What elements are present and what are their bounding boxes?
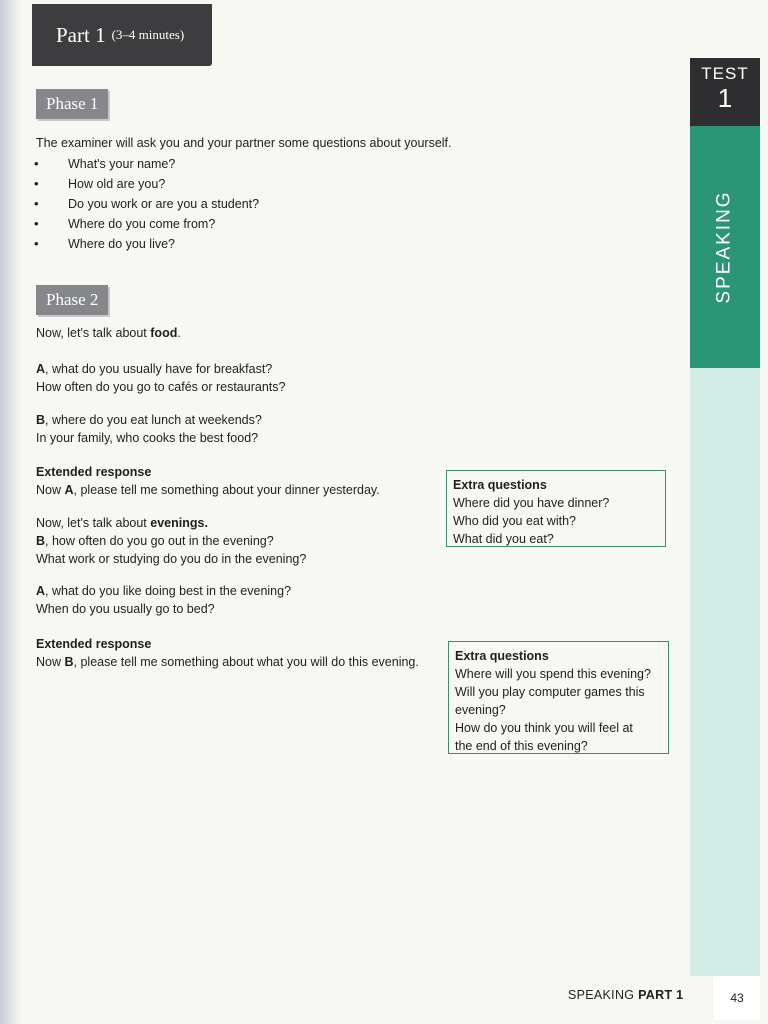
extra-questions-heading: Extra questions (453, 478, 547, 492)
phase-1-intro: The examiner will ask you and your partner some questions about yourself. (36, 136, 452, 150)
extra-questions-box-1 (446, 470, 666, 547)
list-item: Will you play computer games this (455, 685, 645, 699)
extended-response-1: Extended response Now A, please tell me something about your dinner yesterday. (36, 465, 380, 497)
food-intro: Now, let's talk about food. (36, 326, 181, 340)
list-item: Where did you have dinner? (453, 496, 610, 510)
candidate-b-food-questions: B, where do you eat lunch at weekends? In your family, who cooks the best food? (36, 413, 262, 445)
phase-1-label: Phase 1 (36, 89, 108, 119)
phase-1-question-list (32, 154, 259, 254)
phase-2-label: Phase 2 (36, 285, 108, 315)
part-title: Part 1 (56, 22, 106, 47)
test-tab (690, 58, 760, 126)
side-margin-band (690, 368, 760, 976)
test-tab-number: 1 (717, 83, 733, 113)
list-item: What did you eat? (453, 532, 554, 546)
footer-section-label: SPEAKING PART 1 (568, 988, 684, 1002)
list-item: How do you think you will feel at (455, 721, 633, 735)
page-gutter-shade (0, 0, 22, 1024)
list-item: • How old are you? (32, 174, 259, 194)
extra-questions-box-2 (448, 641, 669, 754)
section-tab-label: SPEAKING (714, 190, 735, 304)
list-item: • Do you work or are you a student? (32, 194, 259, 214)
list-item: • What's your name? (32, 154, 259, 174)
extended-response-2: Extended response Now B, please tell me something about what you will do this evening. (36, 637, 419, 669)
evenings-questions-b: Now, let's talk about evenings. B, how often do you go out in the evening? What work or studying do you do in the evening? (36, 516, 307, 566)
list-item: • Where do you come from? (32, 214, 259, 234)
list-item: Where will you spend this evening? (455, 667, 651, 681)
list-item: evening? (455, 703, 506, 717)
page-number: 43 (714, 976, 760, 1020)
list-item: the end of this evening? (455, 739, 588, 753)
candidate-a-evening-questions: A, what do you like doing best in the evening? When do you usually go to bed? (36, 584, 292, 616)
candidate-a-food-questions: A, what do you usually have for breakfast? How often do you go to cafés or restaurants? (36, 362, 286, 394)
test-tab-label: TEST (701, 64, 749, 83)
section-tab-label-wrap (690, 126, 760, 368)
list-item: • Where do you live? (32, 234, 259, 254)
part-duration: (3–4 minutes) (111, 27, 185, 42)
list-item: Who did you eat with? (453, 514, 576, 528)
extra-questions-heading: Extra questions (455, 649, 549, 663)
part-header (32, 4, 212, 66)
